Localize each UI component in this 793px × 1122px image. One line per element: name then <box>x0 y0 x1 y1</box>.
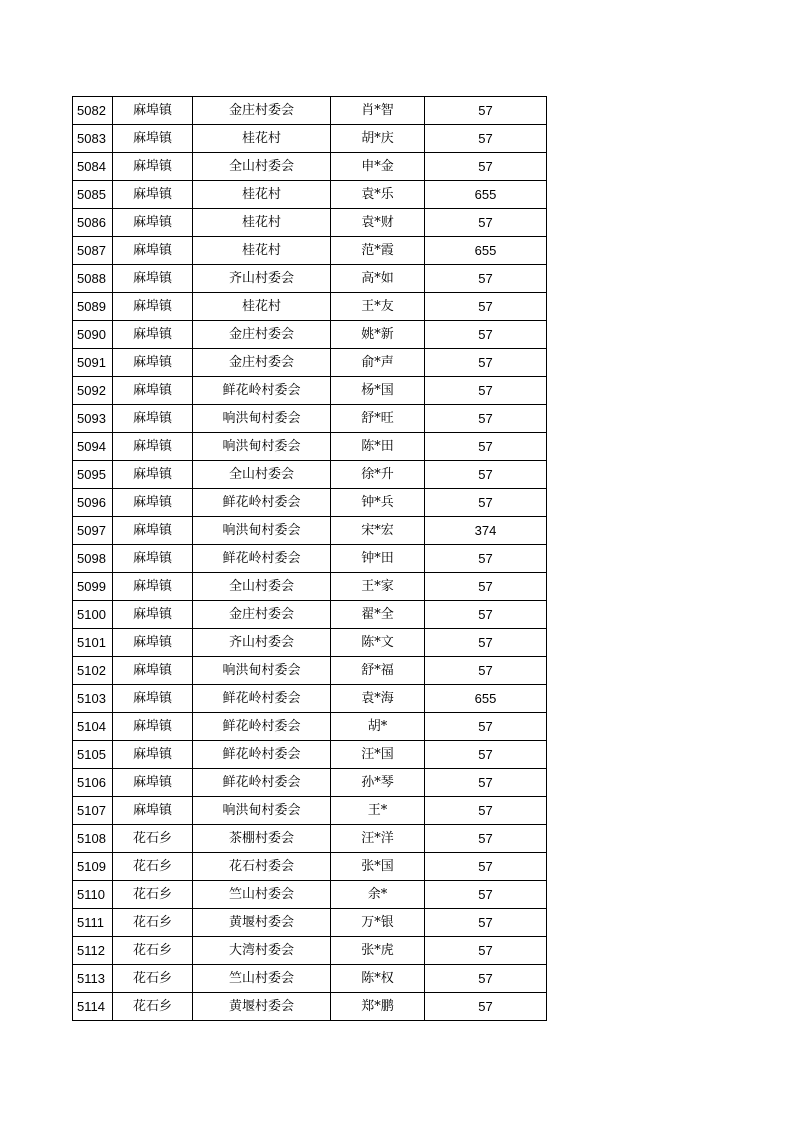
township-cell: 花石乡 <box>113 993 193 1021</box>
township-cell: 麻埠镇 <box>113 377 193 405</box>
row-number-cell: 5106 <box>73 769 113 797</box>
amount-cell: 57 <box>425 377 547 405</box>
table-row <box>73 209 547 237</box>
village-cell: 桂花村 <box>193 237 331 265</box>
township-cell: 麻埠镇 <box>113 517 193 545</box>
table-row <box>73 993 547 1021</box>
township-cell: 麻埠镇 <box>113 405 193 433</box>
row-number-cell: 5110 <box>73 881 113 909</box>
amount-cell: 57 <box>425 293 547 321</box>
row-number-cell: 5107 <box>73 797 113 825</box>
village-cell: 鲜花岭村委会 <box>193 741 331 769</box>
village-cell: 桂花村 <box>193 293 331 321</box>
amount-cell: 655 <box>425 685 547 713</box>
person-name-cell: 姚*新 <box>331 321 425 349</box>
township-cell: 麻埠镇 <box>113 489 193 517</box>
village-cell: 齐山村委会 <box>193 629 331 657</box>
amount-cell: 57 <box>425 433 547 461</box>
amount-cell: 57 <box>425 405 547 433</box>
township-cell: 麻埠镇 <box>113 797 193 825</box>
amount-cell: 57 <box>425 349 547 377</box>
amount-cell: 57 <box>425 629 547 657</box>
person-name-cell: 陈*文 <box>331 629 425 657</box>
township-cell: 麻埠镇 <box>113 713 193 741</box>
township-cell: 麻埠镇 <box>113 321 193 349</box>
township-cell: 花石乡 <box>113 853 193 881</box>
village-cell: 鲜花岭村委会 <box>193 377 331 405</box>
township-cell: 麻埠镇 <box>113 125 193 153</box>
table-row <box>73 909 547 937</box>
amount-cell: 655 <box>425 181 547 209</box>
amount-cell: 57 <box>425 461 547 489</box>
person-name-cell: 范*霞 <box>331 237 425 265</box>
township-cell: 麻埠镇 <box>113 209 193 237</box>
row-number-cell: 5087 <box>73 237 113 265</box>
table-row <box>73 461 547 489</box>
township-cell: 麻埠镇 <box>113 573 193 601</box>
village-cell: 大湾村委会 <box>193 937 331 965</box>
township-cell: 麻埠镇 <box>113 293 193 321</box>
row-number-cell: 5099 <box>73 573 113 601</box>
row-number-cell: 5114 <box>73 993 113 1021</box>
amount-cell: 57 <box>425 797 547 825</box>
amount-cell: 57 <box>425 909 547 937</box>
amount-cell: 57 <box>425 573 547 601</box>
table-row <box>73 713 547 741</box>
township-cell: 麻埠镇 <box>113 657 193 685</box>
table-row <box>73 377 547 405</box>
table-row <box>73 349 547 377</box>
row-number-cell: 5098 <box>73 545 113 573</box>
village-cell: 鲜花岭村委会 <box>193 685 331 713</box>
row-number-cell: 5093 <box>73 405 113 433</box>
township-cell: 麻埠镇 <box>113 265 193 293</box>
amount-cell: 57 <box>425 265 547 293</box>
person-name-cell: 袁*财 <box>331 209 425 237</box>
township-cell: 麻埠镇 <box>113 769 193 797</box>
township-cell: 麻埠镇 <box>113 97 193 125</box>
person-name-cell: 孙*琴 <box>331 769 425 797</box>
person-name-cell: 张*虎 <box>331 937 425 965</box>
person-name-cell: 俞*声 <box>331 349 425 377</box>
amount-cell: 57 <box>425 125 547 153</box>
row-number-cell: 5113 <box>73 965 113 993</box>
table-row <box>73 321 547 349</box>
village-cell: 响洪甸村委会 <box>193 405 331 433</box>
township-cell: 麻埠镇 <box>113 237 193 265</box>
person-name-cell: 陈*田 <box>331 433 425 461</box>
table-row <box>73 769 547 797</box>
table-row <box>73 573 547 601</box>
township-cell: 麻埠镇 <box>113 181 193 209</box>
row-number-cell: 5090 <box>73 321 113 349</box>
township-cell: 花石乡 <box>113 937 193 965</box>
table-row <box>73 797 547 825</box>
township-cell: 麻埠镇 <box>113 741 193 769</box>
person-name-cell: 钟*兵 <box>331 489 425 517</box>
amount-cell: 57 <box>425 601 547 629</box>
person-name-cell: 王*家 <box>331 573 425 601</box>
records-table <box>72 96 547 1021</box>
person-name-cell: 胡* <box>331 713 425 741</box>
village-cell: 响洪甸村委会 <box>193 517 331 545</box>
records-body <box>73 97 547 1021</box>
amount-cell: 374 <box>425 517 547 545</box>
amount-cell: 57 <box>425 769 547 797</box>
township-cell: 麻埠镇 <box>113 545 193 573</box>
amount-cell: 57 <box>425 825 547 853</box>
village-cell: 桂花村 <box>193 209 331 237</box>
person-name-cell: 杨*国 <box>331 377 425 405</box>
amount-cell: 57 <box>425 965 547 993</box>
table-row <box>73 489 547 517</box>
row-number-cell: 5095 <box>73 461 113 489</box>
person-name-cell: 余* <box>331 881 425 909</box>
row-number-cell: 5097 <box>73 517 113 545</box>
table-row <box>73 97 547 125</box>
table-row <box>73 293 547 321</box>
person-name-cell: 汪*洋 <box>331 825 425 853</box>
village-cell: 响洪甸村委会 <box>193 433 331 461</box>
row-number-cell: 5108 <box>73 825 113 853</box>
person-name-cell: 翟*全 <box>331 601 425 629</box>
person-name-cell: 舒*旺 <box>331 405 425 433</box>
village-cell: 黄堰村委会 <box>193 993 331 1021</box>
person-name-cell: 张*国 <box>331 853 425 881</box>
table-row <box>73 433 547 461</box>
person-name-cell: 钟*田 <box>331 545 425 573</box>
row-number-cell: 5111 <box>73 909 113 937</box>
amount-cell: 57 <box>425 713 547 741</box>
village-cell: 全山村委会 <box>193 573 331 601</box>
row-number-cell: 5088 <box>73 265 113 293</box>
township-cell: 麻埠镇 <box>113 601 193 629</box>
table-row <box>73 937 547 965</box>
table-row <box>73 629 547 657</box>
table-row <box>73 657 547 685</box>
person-name-cell: 舒*福 <box>331 657 425 685</box>
village-cell: 鲜花岭村委会 <box>193 769 331 797</box>
person-name-cell: 袁*海 <box>331 685 425 713</box>
village-cell: 金庄村委会 <box>193 97 331 125</box>
amount-cell: 57 <box>425 321 547 349</box>
township-cell: 麻埠镇 <box>113 433 193 461</box>
person-name-cell: 王* <box>331 797 425 825</box>
village-cell: 黄堰村委会 <box>193 909 331 937</box>
person-name-cell: 肖*智 <box>331 97 425 125</box>
table-row <box>73 405 547 433</box>
row-number-cell: 5109 <box>73 853 113 881</box>
row-number-cell: 5100 <box>73 601 113 629</box>
village-cell: 金庄村委会 <box>193 349 331 377</box>
person-name-cell: 郑*鹏 <box>331 993 425 1021</box>
village-cell: 竺山村委会 <box>193 965 331 993</box>
township-cell: 花石乡 <box>113 881 193 909</box>
row-number-cell: 5085 <box>73 181 113 209</box>
village-cell: 金庄村委会 <box>193 601 331 629</box>
amount-cell: 57 <box>425 209 547 237</box>
row-number-cell: 5094 <box>73 433 113 461</box>
row-number-cell: 5084 <box>73 153 113 181</box>
row-number-cell: 5082 <box>73 97 113 125</box>
row-number-cell: 5086 <box>73 209 113 237</box>
person-name-cell: 万*银 <box>331 909 425 937</box>
person-name-cell: 汪*国 <box>331 741 425 769</box>
village-cell: 响洪甸村委会 <box>193 797 331 825</box>
village-cell: 茶棚村委会 <box>193 825 331 853</box>
amount-cell: 57 <box>425 853 547 881</box>
amount-cell: 57 <box>425 937 547 965</box>
amount-cell: 57 <box>425 153 547 181</box>
row-number-cell: 5102 <box>73 657 113 685</box>
table-row <box>73 545 547 573</box>
amount-cell: 655 <box>425 237 547 265</box>
person-name-cell: 徐*升 <box>331 461 425 489</box>
village-cell: 花石村委会 <box>193 853 331 881</box>
village-cell: 金庄村委会 <box>193 321 331 349</box>
table-row <box>73 237 547 265</box>
person-name-cell: 陈*权 <box>331 965 425 993</box>
person-name-cell: 宋*宏 <box>331 517 425 545</box>
amount-cell: 57 <box>425 741 547 769</box>
table-row <box>73 125 547 153</box>
row-number-cell: 5101 <box>73 629 113 657</box>
village-cell: 桂花村 <box>193 181 331 209</box>
table-row <box>73 965 547 993</box>
table-row <box>73 741 547 769</box>
township-cell: 麻埠镇 <box>113 461 193 489</box>
table-row <box>73 825 547 853</box>
village-cell: 响洪甸村委会 <box>193 657 331 685</box>
row-number-cell: 5096 <box>73 489 113 517</box>
table-row <box>73 517 547 545</box>
amount-cell: 57 <box>425 993 547 1021</box>
village-cell: 全山村委会 <box>193 153 331 181</box>
person-name-cell: 袁*乐 <box>331 181 425 209</box>
village-cell: 鲜花岭村委会 <box>193 489 331 517</box>
table-row <box>73 853 547 881</box>
township-cell: 花石乡 <box>113 825 193 853</box>
amount-cell: 57 <box>425 881 547 909</box>
row-number-cell: 5092 <box>73 377 113 405</box>
person-name-cell: 高*如 <box>331 265 425 293</box>
amount-cell: 57 <box>425 657 547 685</box>
township-cell: 麻埠镇 <box>113 685 193 713</box>
village-cell: 鲜花岭村委会 <box>193 713 331 741</box>
row-number-cell: 5089 <box>73 293 113 321</box>
table-row <box>73 601 547 629</box>
table-row <box>73 181 547 209</box>
person-name-cell: 胡*庆 <box>331 125 425 153</box>
table-row <box>73 265 547 293</box>
person-name-cell: 王*友 <box>331 293 425 321</box>
township-cell: 麻埠镇 <box>113 153 193 181</box>
table-row <box>73 881 547 909</box>
village-cell: 鲜花岭村委会 <box>193 545 331 573</box>
person-name-cell: 申*金 <box>331 153 425 181</box>
row-number-cell: 5103 <box>73 685 113 713</box>
village-cell: 齐山村委会 <box>193 265 331 293</box>
amount-cell: 57 <box>425 489 547 517</box>
row-number-cell: 5105 <box>73 741 113 769</box>
village-cell: 竺山村委会 <box>193 881 331 909</box>
table-row <box>73 153 547 181</box>
table-row <box>73 685 547 713</box>
township-cell: 花石乡 <box>113 909 193 937</box>
township-cell: 花石乡 <box>113 965 193 993</box>
township-cell: 麻埠镇 <box>113 349 193 377</box>
row-number-cell: 5104 <box>73 713 113 741</box>
township-cell: 麻埠镇 <box>113 629 193 657</box>
row-number-cell: 5112 <box>73 937 113 965</box>
village-cell: 全山村委会 <box>193 461 331 489</box>
amount-cell: 57 <box>425 97 547 125</box>
row-number-cell: 5091 <box>73 349 113 377</box>
row-number-cell: 5083 <box>73 125 113 153</box>
village-cell: 桂花村 <box>193 125 331 153</box>
amount-cell: 57 <box>425 545 547 573</box>
